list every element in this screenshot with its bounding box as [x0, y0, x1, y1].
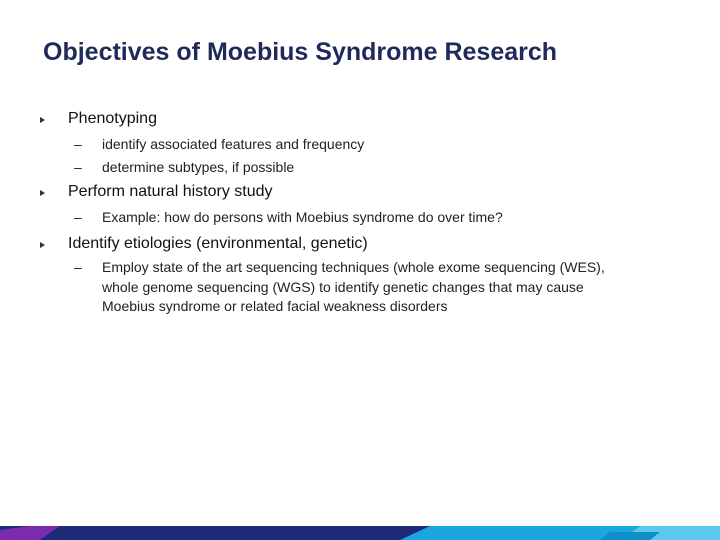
footer-stripe [600, 532, 660, 540]
sub-bullet-text: Example: how do persons with Moebius syndrome do over time? [102, 209, 503, 225]
sub-bullet-text: Employ state of the art sequencing techniques (whole exome sequencing (WES), whole genome sequencing (WGS) to identify genetic changes that may cause Moebius syndrome or related facial weakness disorders [102, 259, 605, 314]
sub-bullet [74, 158, 634, 178]
triangle-right-icon [40, 117, 45, 123]
footer-stripe [40, 526, 440, 540]
sub-bullet [74, 208, 634, 228]
slide-title: Objectives of Moebius Syndrome Research [43, 38, 558, 66]
sub-bullet [74, 258, 634, 317]
dash-marker: – [74, 259, 82, 275]
sub-bullet [74, 135, 634, 155]
sub-bullet-text: identify associated features and frequency [102, 136, 365, 152]
dash-marker: – [74, 159, 82, 175]
bullet-phenotyping: Phenotyping [68, 110, 157, 127]
bullet-etiologies: Identify etiologies (environmental, genetic) [68, 235, 368, 252]
dash-marker: – [74, 209, 82, 225]
sub-bullet-text: determine subtypes, if possible [102, 159, 295, 175]
footer-decoration-bar [0, 526, 720, 540]
triangle-right-icon [40, 190, 45, 196]
triangle-right-icon [40, 242, 45, 248]
dash-marker: – [74, 136, 82, 152]
bullet-natural-history: Perform natural history study [68, 183, 273, 200]
